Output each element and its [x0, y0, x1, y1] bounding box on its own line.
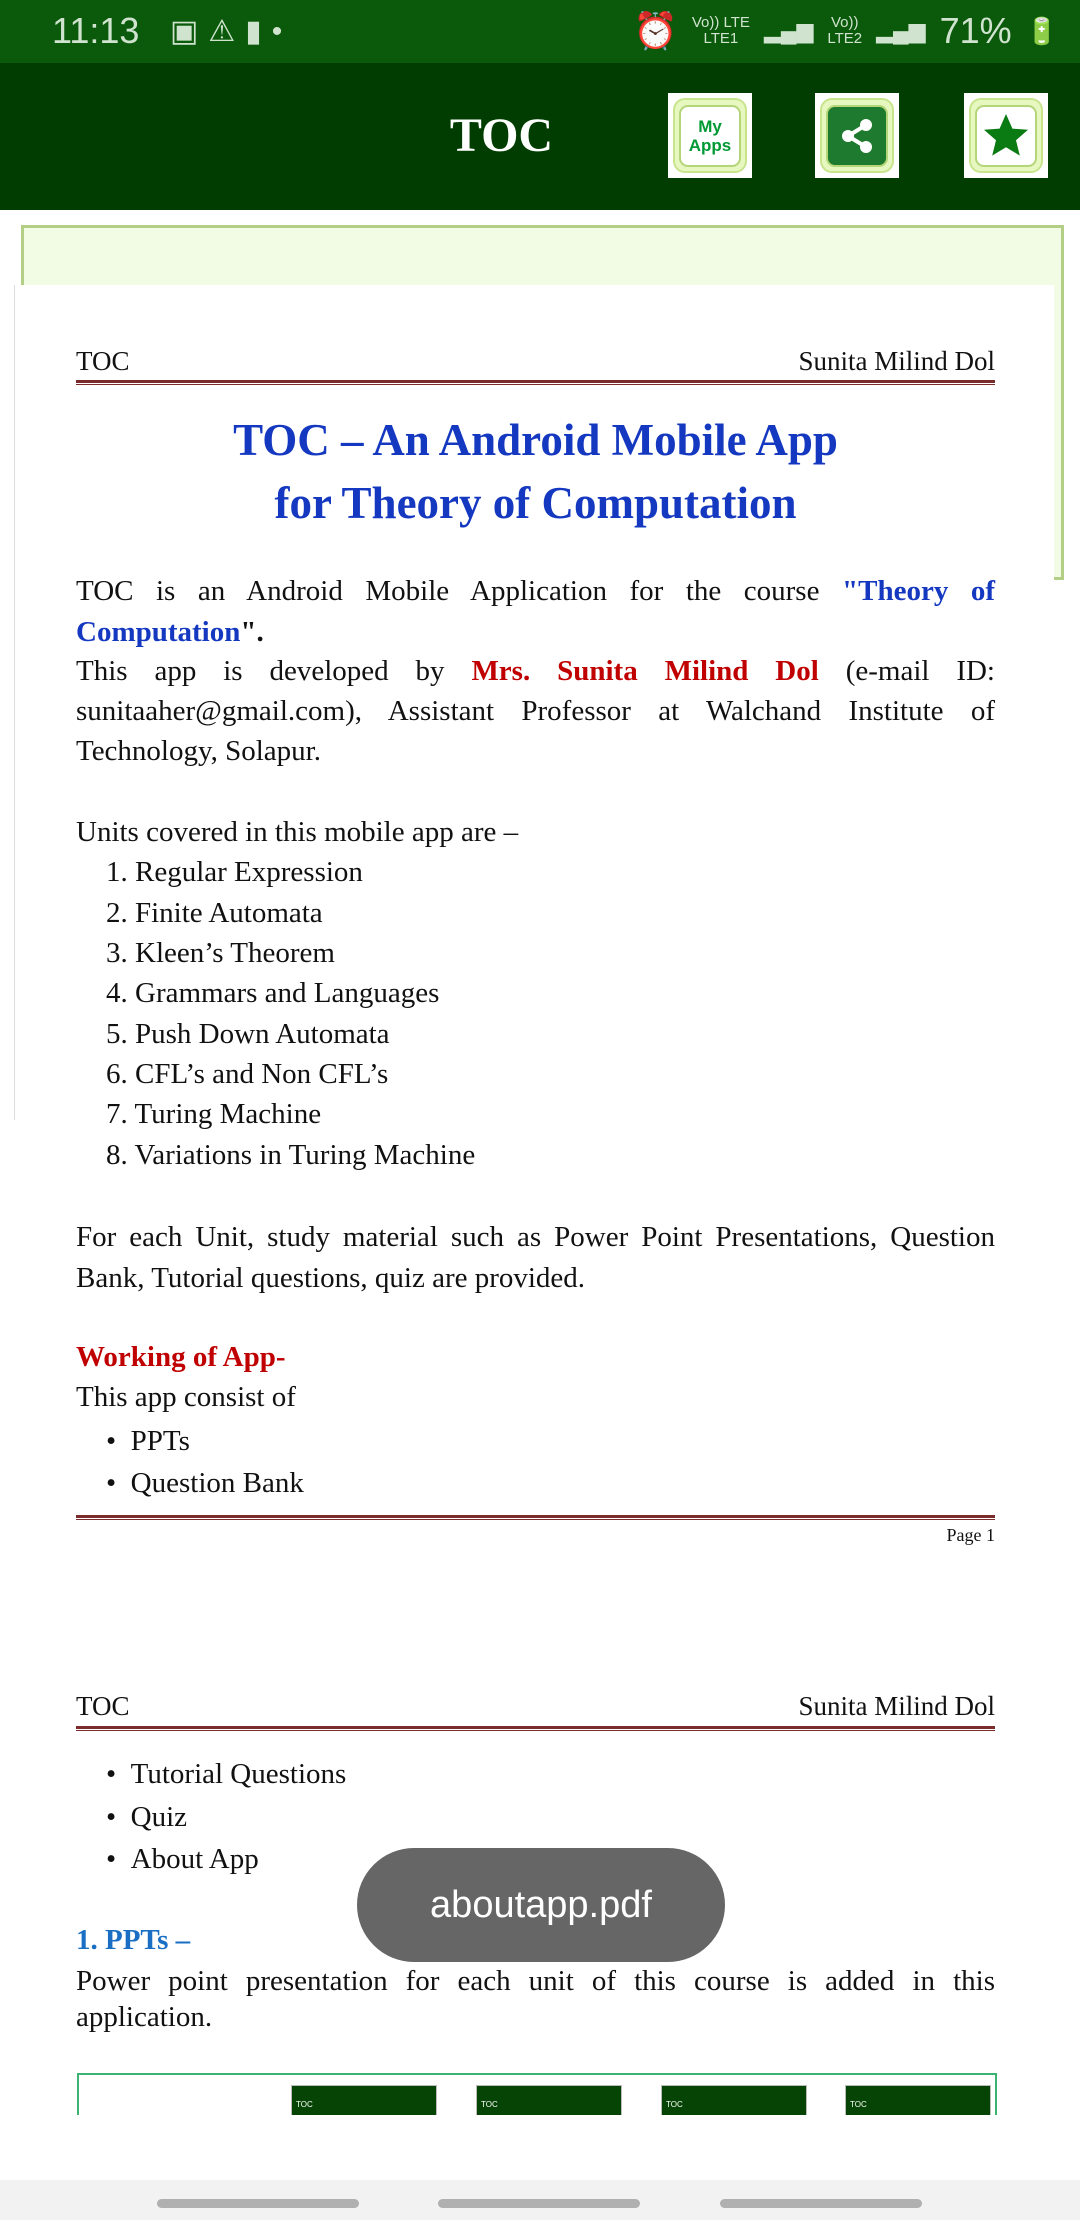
star-icon	[975, 105, 1037, 167]
share-button[interactable]	[815, 93, 899, 178]
page-header: TOC Sunita Milind Dol	[76, 1691, 995, 1721]
unit-item: 7. Turing Machine	[106, 1098, 322, 1130]
unit-item: 8. Variations in Turing Machine	[106, 1139, 476, 1171]
bullet-item: • About App	[106, 1843, 259, 1875]
home-button[interactable]	[438, 2199, 640, 2208]
image-icon: ▣	[170, 15, 209, 48]
doc-title-line1: TOC – An Android Mobile App	[233, 415, 838, 465]
unit-item: 4. Grammars and Languages	[106, 977, 440, 1009]
signal-icon: ▂▄▆	[763, 18, 814, 43]
unit-item: 5. Push Down Automata	[106, 1018, 390, 1050]
status-bar	[0, 0, 1080, 63]
my-apps-label: My Apps	[679, 105, 741, 167]
footer-rule	[76, 1515, 995, 1520]
thumbnail: TOC	[476, 2085, 622, 2115]
doc-title-line2: for Theory of Computation	[274, 478, 797, 528]
dot-icon: •	[271, 15, 293, 48]
paragraph: sunitaaher@gmail.com), Assistant Professor at Walchand Institute of	[76, 695, 995, 727]
battery-percent: 71%	[939, 10, 1012, 51]
paragraph: TOC is an Android Mobile Application for the course "Theory of	[76, 575, 995, 607]
paragraph: For each Unit, study material such as Power Point Presentations, Question	[76, 1221, 995, 1253]
unit-item: 6. CFL’s and Non CFL’s	[106, 1058, 389, 1090]
clock: 11:13	[52, 10, 140, 51]
bullet-item: • PPTs	[106, 1425, 190, 1457]
paragraph: Computation".	[76, 616, 264, 648]
thumbnail: TOC	[661, 2085, 807, 2115]
pdf-document[interactable]	[14, 285, 1054, 2115]
toast-message: aboutapp.pdf	[357, 1848, 725, 1962]
paragraph: Technology, Solapur.	[76, 735, 321, 767]
alarm-icon: ⏰	[633, 10, 678, 51]
signal-icon: ▂▄▆	[876, 18, 926, 43]
paragraph: Bank, Tutorial questions, quiz are provided.	[76, 1262, 586, 1294]
navigation-bar	[0, 2180, 1080, 2220]
bullet-item: • Quiz	[106, 1801, 188, 1833]
paragraph: Power point presentation for each unit of this course is added in this	[76, 1965, 995, 1997]
bullet-item: • Question Bank	[106, 1467, 304, 1499]
unit-item: 2. Finite Automata	[106, 897, 323, 929]
bullet-item: • Tutorial Questions	[106, 1758, 347, 1790]
battery-charging-icon: 🔋	[1025, 15, 1058, 46]
sim2-signal: Vo)) LTE2	[827, 14, 863, 47]
section-heading: 1. PPTs –	[76, 1924, 191, 1956]
page-header: TOC Sunita Milind Dol	[76, 346, 995, 376]
header-rule	[76, 380, 995, 385]
divider	[14, 285, 15, 1120]
section-heading: Working of App-	[76, 1341, 286, 1373]
app-bar	[0, 63, 1080, 210]
share-icon	[826, 105, 888, 167]
paragraph: This app consist of	[76, 1381, 296, 1413]
sim1-signal: Vo)) LTE LTE1	[691, 14, 750, 47]
paragraph: application.	[76, 2001, 213, 2033]
recents-button[interactable]	[157, 2199, 359, 2208]
units-intro: Units covered in this mobile app are –	[76, 816, 519, 848]
rate-button[interactable]	[964, 93, 1048, 178]
warning-icon: ⚠	[208, 15, 246, 48]
unit-item: 3. Kleen’s Theorem	[106, 937, 335, 969]
app-title: TOC	[449, 109, 554, 162]
paragraph: This app is developed by Mrs. Sunita Milind Dol (e-mail ID:	[76, 655, 995, 687]
my-apps-button[interactable]	[668, 93, 752, 178]
unit-item: 1. Regular Expression	[106, 856, 363, 888]
page-number: Page 1	[946, 1525, 995, 1545]
thumbnail: TOC	[291, 2085, 437, 2115]
notification-icons	[170, 14, 292, 49]
message-icon: ▮	[245, 15, 272, 48]
thumbnail: TOC	[845, 2085, 991, 2115]
back-button[interactable]	[720, 2199, 922, 2208]
screenshots-image	[77, 2073, 997, 2115]
header-rule	[76, 1726, 995, 1731]
